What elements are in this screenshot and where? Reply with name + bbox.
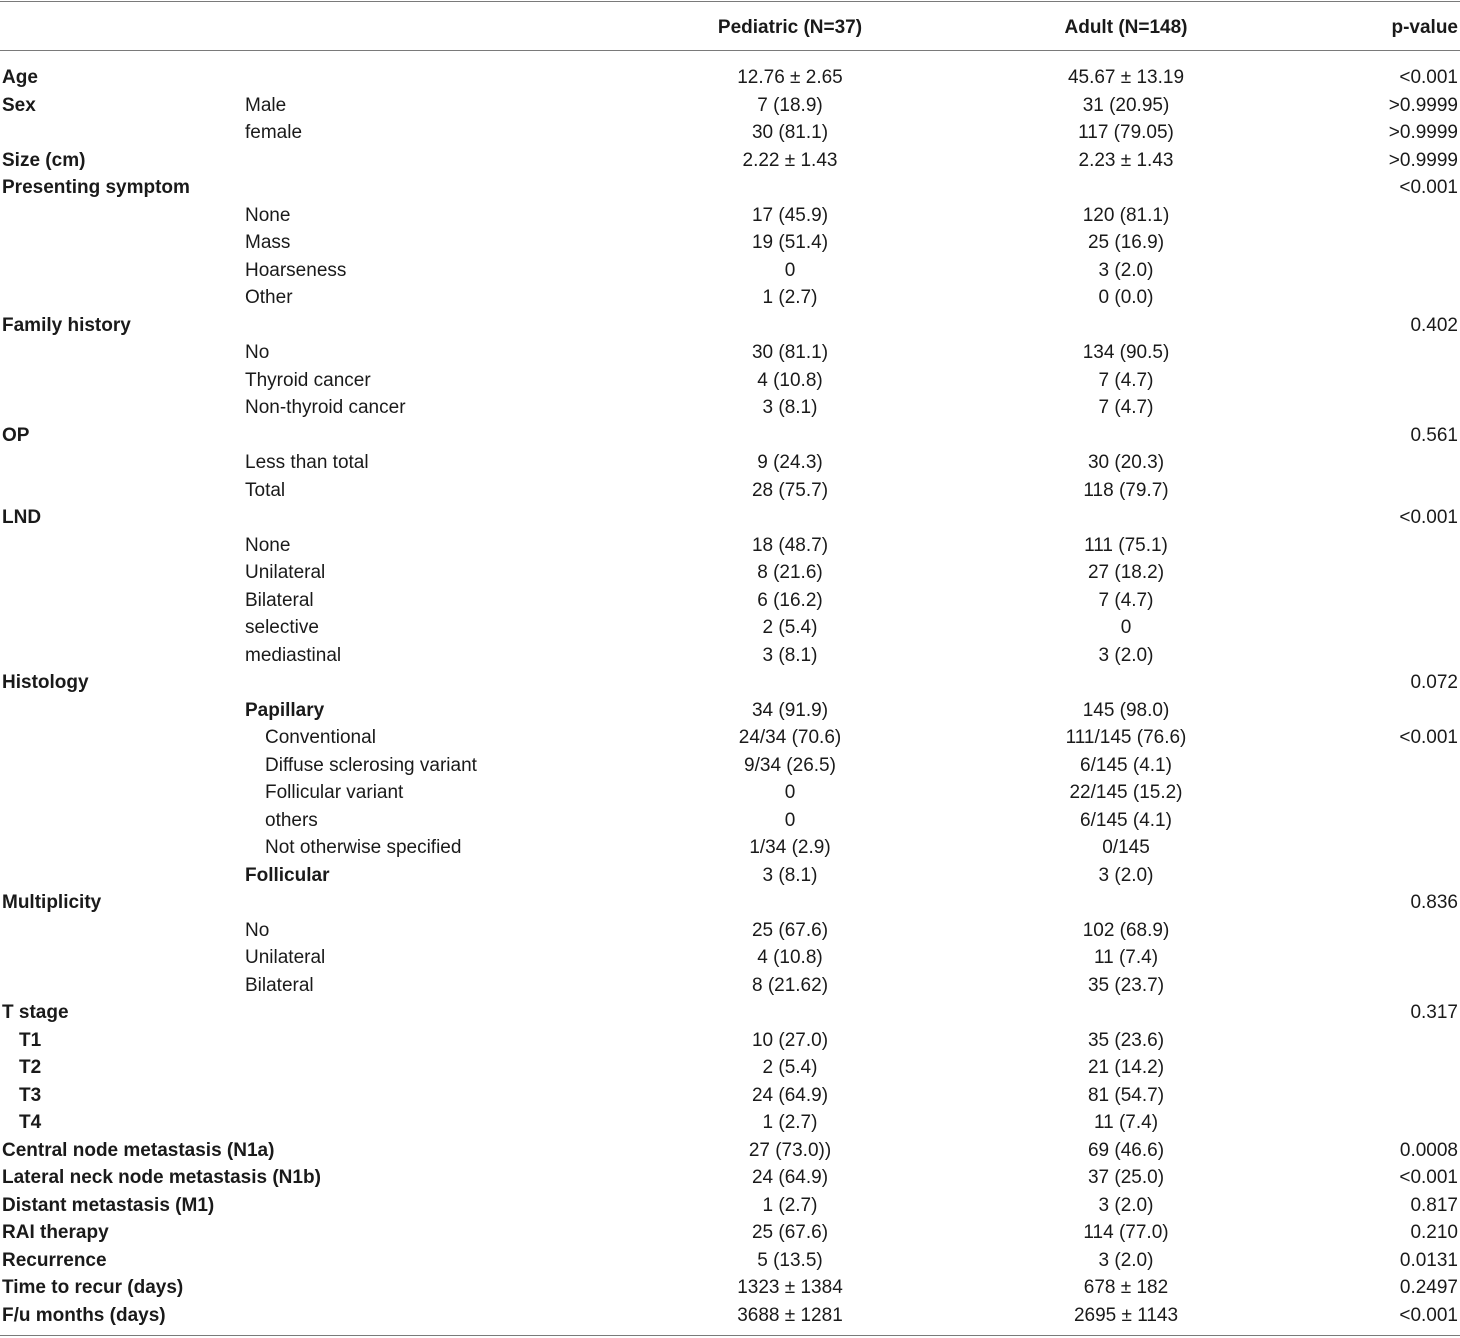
- cell-adult: 0 (0.0): [1098, 287, 1154, 308]
- cell-pvalue: >0.9999: [1388, 122, 1458, 143]
- cell-adult: 678 ± 182: [1083, 1277, 1169, 1298]
- table-row: [0, 669, 1460, 697]
- cell-pediatric: 9/34 (26.5): [744, 754, 836, 776]
- row-label: LND: [2, 507, 42, 528]
- table-row: [0, 147, 1460, 175]
- row-label: T1: [19, 1029, 42, 1051]
- row-sublabel: Unilateral: [245, 562, 326, 583]
- cell-pediatric: 0: [784, 809, 796, 831]
- row-sublabel: Diffuse sclerosing variant: [265, 754, 477, 776]
- cell-pvalue: <0.001: [1399, 177, 1458, 198]
- row-label: Size (cm): [2, 149, 86, 171]
- cell-adult: 2695 ± 1143: [1073, 1304, 1179, 1326]
- cell-adult: 117 (79.05): [1078, 122, 1174, 143]
- cell-pediatric: 1 (2.7): [762, 287, 818, 308]
- cell-adult: 30 (20.3): [1087, 452, 1165, 473]
- cell-pvalue: 0.402: [1410, 314, 1458, 336]
- row-sublabel: No: [245, 342, 270, 363]
- table-row: [0, 174, 1460, 202]
- cell-pediatric: 6 (16.2): [757, 589, 823, 611]
- cell-adult: 81 (54.7): [1087, 1084, 1165, 1106]
- table-row: [0, 587, 1460, 615]
- cell-adult: 111 (75.1): [1084, 534, 1168, 556]
- cell-adult: 120 (81.1): [1082, 204, 1170, 226]
- row-sublabel: Non-thyroid cancer: [245, 397, 406, 418]
- row-sublabel: Thyroid cancer: [245, 369, 371, 391]
- cell-pvalue: >0.9999: [1388, 149, 1458, 171]
- cell-pediatric: 3688 ± 1281: [737, 1304, 843, 1326]
- table-row: [0, 504, 1460, 532]
- cell-pediatric: 8 (21.62): [751, 974, 829, 996]
- table-row: [0, 752, 1460, 780]
- cell-pvalue: 0.210: [1410, 1222, 1458, 1243]
- cell-pediatric: 2 (5.4): [762, 617, 818, 638]
- table-row: [0, 367, 1460, 395]
- cell-pvalue: 0.072: [1410, 672, 1458, 693]
- cell-pediatric: 1323 ± 1384: [737, 1277, 843, 1298]
- table-row: [0, 1274, 1460, 1302]
- table-row: [0, 972, 1460, 1000]
- table-row: [0, 422, 1460, 450]
- row-sublabel: Follicular: [245, 864, 330, 886]
- cell-adult: 27 (18.2): [1087, 562, 1165, 583]
- table-row: [0, 889, 1460, 917]
- row-sublabel: others: [265, 809, 318, 831]
- row-sublabel: selective: [245, 617, 319, 638]
- row-sublabel: Conventional: [265, 727, 376, 748]
- cell-pediatric: 30 (81.1): [751, 342, 829, 363]
- cell-pvalue: <0.001: [1399, 1304, 1458, 1326]
- cell-pediatric: 34 (91.9): [751, 699, 829, 721]
- cell-pediatric: 25 (67.6): [751, 919, 829, 941]
- cell-pediatric: 28 (75.7): [751, 479, 829, 501]
- row-sublabel: Male: [245, 94, 287, 116]
- table-row: [0, 1247, 1460, 1275]
- table-row: [0, 862, 1460, 890]
- cell-pediatric: 24 (64.9): [751, 1084, 829, 1106]
- cell-pediatric: 1/34 (2.9): [749, 837, 831, 858]
- table-row: [0, 119, 1460, 147]
- cell-pediatric: 8 (21.6): [757, 562, 823, 583]
- cell-adult: 25 (16.9): [1087, 232, 1165, 253]
- table-row: [0, 642, 1460, 670]
- row-label: Age: [2, 67, 38, 88]
- cell-adult: 45.67 ± 13.19: [1067, 67, 1185, 88]
- header-rule: [0, 50, 1460, 51]
- cell-adult: 6/145 (4.1): [1080, 809, 1172, 831]
- cell-adult: 35 (23.7): [1087, 974, 1165, 996]
- cell-adult: 7 (4.7): [1098, 397, 1154, 418]
- cell-adult: 22/145 (15.2): [1069, 782, 1183, 803]
- cell-adult: 7 (4.7): [1098, 589, 1154, 611]
- cell-pediatric: 3 (8.1): [762, 644, 818, 666]
- cell-adult: 118 (79.7): [1083, 479, 1169, 501]
- top-rule: [0, 1, 1460, 2]
- cell-pvalue: <0.001: [1399, 1167, 1458, 1188]
- row-label: Histology: [2, 672, 89, 693]
- table-row: [0, 339, 1460, 367]
- row-sublabel: None: [245, 534, 291, 556]
- cell-pediatric: 9 (24.3): [757, 452, 823, 473]
- cell-pediatric: 0: [784, 782, 796, 803]
- table-row: [0, 1082, 1460, 1110]
- table-row: [0, 394, 1460, 422]
- cell-adult: 37 (25.0): [1087, 1167, 1165, 1188]
- table-row: [0, 559, 1460, 587]
- cell-adult: 3 (2.0): [1098, 1249, 1154, 1271]
- cell-adult: 102 (68.9): [1082, 919, 1170, 941]
- cell-pediatric: 1 (2.7): [762, 1112, 818, 1133]
- table-row: [0, 92, 1460, 120]
- cell-pediatric: 30 (81.1): [751, 122, 829, 143]
- cell-pvalue: 0.836: [1410, 892, 1458, 913]
- table-row: [0, 477, 1460, 505]
- cell-pediatric: 19 (51.4): [751, 232, 829, 253]
- row-sublabel: Follicular variant: [265, 782, 404, 803]
- cell-pediatric: 1 (2.7): [762, 1194, 818, 1216]
- table-row: [0, 257, 1460, 285]
- cell-adult: 6/145 (4.1): [1080, 754, 1172, 776]
- row-sublabel: No: [245, 919, 270, 941]
- table-row: [0, 532, 1460, 560]
- cell-pediatric: 4 (10.8): [757, 369, 823, 391]
- row-label: OP: [2, 424, 30, 446]
- cell-pediatric: 3 (8.1): [762, 864, 818, 886]
- cell-pvalue: 0.317: [1410, 1002, 1458, 1023]
- cell-adult: 0/145: [1102, 837, 1150, 858]
- cell-pediatric: 2.22 ± 1.43: [742, 149, 838, 171]
- cell-adult: 0: [1120, 617, 1132, 638]
- table-row: [0, 64, 1460, 92]
- cell-adult: 3 (2.0): [1098, 864, 1154, 886]
- table-row: [0, 1137, 1460, 1165]
- table-row: [0, 312, 1460, 340]
- row-label: F/u months (days): [2, 1304, 166, 1326]
- row-sublabel: Other: [245, 287, 293, 308]
- cell-pvalue: 0.0008: [1399, 1139, 1458, 1161]
- cell-pediatric: 3 (8.1): [762, 397, 818, 418]
- cell-pvalue: 0.0131: [1399, 1249, 1458, 1271]
- cell-pediatric: 4 (10.8): [757, 947, 823, 968]
- row-sublabel: Unilateral: [245, 947, 326, 968]
- cell-adult: 69 (46.6): [1087, 1139, 1165, 1161]
- table-row: [0, 202, 1460, 230]
- cell-adult: 134 (90.5): [1082, 342, 1170, 363]
- table-row: [0, 779, 1460, 807]
- table-row: [0, 1027, 1460, 1055]
- table-row: [0, 697, 1460, 725]
- table-row: [0, 999, 1460, 1027]
- row-label: Recurrence: [2, 1249, 107, 1271]
- cell-adult: 2.23 ± 1.43: [1078, 149, 1174, 171]
- row-sublabel: Papillary: [245, 699, 325, 721]
- row-label: RAI therapy: [2, 1222, 109, 1243]
- cell-adult: 11 (7.4): [1093, 1112, 1159, 1133]
- cell-pediatric: 27 (73.0)): [748, 1139, 832, 1161]
- table-row: [0, 1164, 1460, 1192]
- row-label: T2: [19, 1057, 42, 1078]
- table-row: [0, 724, 1460, 752]
- cell-pvalue: >0.9999: [1388, 94, 1458, 116]
- row-sublabel: Mass: [245, 232, 291, 253]
- cell-adult: 11 (7.4): [1093, 947, 1159, 968]
- cell-pediatric: 18 (48.7): [751, 534, 829, 556]
- cell-adult: 145 (98.0): [1082, 699, 1170, 721]
- cell-pediatric: 2 (5.4): [762, 1057, 818, 1078]
- cell-pediatric: 12.76 ± 2.65: [737, 67, 843, 88]
- cell-pvalue: <0.001: [1399, 67, 1458, 88]
- cell-pvalue: 0.561: [1410, 424, 1458, 446]
- cell-adult: 3 (2.0): [1098, 1194, 1154, 1216]
- table-row: [0, 614, 1460, 642]
- cell-pediatric: 5 (13.5): [757, 1249, 823, 1271]
- row-label: T3: [19, 1084, 42, 1106]
- cell-adult: 114 (77.0): [1083, 1222, 1169, 1243]
- cell-pediatric: 25 (67.6): [751, 1222, 829, 1243]
- cell-pvalue: 0.2497: [1399, 1277, 1458, 1298]
- header-adult: Adult (N=148): [1064, 17, 1188, 38]
- cell-adult: 31 (20.95): [1082, 94, 1170, 116]
- cell-adult: 7 (4.7): [1098, 369, 1154, 391]
- row-label: Family history: [2, 314, 131, 336]
- cell-adult: 35 (23.6): [1087, 1029, 1165, 1051]
- row-label: Presenting symptom: [2, 177, 190, 198]
- row-label: Central node metastasis (N1a): [2, 1139, 275, 1161]
- table-row: [0, 1192, 1460, 1220]
- cell-adult: 21 (14.2): [1087, 1057, 1165, 1078]
- table-row: [0, 917, 1460, 945]
- cell-pediatric: 0: [784, 259, 796, 281]
- table-row: [0, 229, 1460, 257]
- cell-adult: 3 (2.0): [1098, 259, 1154, 281]
- row-sublabel: mediastinal: [245, 644, 342, 666]
- row-sublabel: female: [245, 122, 303, 143]
- table-row: [0, 944, 1460, 972]
- table-row: [0, 1219, 1460, 1247]
- row-sublabel: Total: [245, 479, 286, 501]
- row-label: Time to recur (days): [2, 1277, 184, 1298]
- header-pediatric: Pediatric (N=37): [717, 17, 863, 38]
- row-sublabel: Hoarseness: [245, 259, 347, 281]
- row-sublabel: Bilateral: [245, 589, 314, 611]
- row-label: Lateral neck node metastasis (N1b): [2, 1167, 321, 1188]
- table-row: [0, 834, 1460, 862]
- cell-adult: 3 (2.0): [1098, 644, 1154, 666]
- table-row: [0, 284, 1460, 312]
- row-label: Distant metastasis (M1): [2, 1194, 215, 1216]
- cell-pvalue: 0.817: [1410, 1194, 1458, 1216]
- cell-pediatric: 10 (27.0): [751, 1029, 829, 1051]
- row-sublabel: None: [245, 204, 291, 226]
- cell-pvalue: <0.001: [1399, 727, 1458, 748]
- row-label: Multiplicity: [2, 892, 102, 913]
- row-sublabel: Less than total: [245, 452, 369, 473]
- row-sublabel: Bilateral: [245, 974, 314, 996]
- table-row: [0, 1109, 1460, 1137]
- row-label: T4: [19, 1112, 42, 1133]
- cell-adult: 111/145 (76.6): [1065, 727, 1187, 748]
- cell-pediatric: 17 (45.9): [751, 204, 829, 226]
- table-row: [0, 1302, 1460, 1330]
- cell-pediatric: 24 (64.9): [751, 1167, 829, 1188]
- table-row: [0, 1054, 1460, 1082]
- table-row: [0, 449, 1460, 477]
- table-row: [0, 807, 1460, 835]
- header-pvalue: p-value: [1391, 17, 1458, 38]
- cell-pvalue: <0.001: [1399, 507, 1458, 528]
- cell-pediatric: 7 (18.9): [757, 94, 823, 116]
- row-label: T stage: [2, 1002, 69, 1023]
- bottom-rule: [0, 1335, 1460, 1336]
- cell-pediatric: 24/34 (70.6): [738, 727, 842, 748]
- row-sublabel: Not otherwise specified: [265, 837, 462, 858]
- row-label: Sex: [2, 94, 36, 116]
